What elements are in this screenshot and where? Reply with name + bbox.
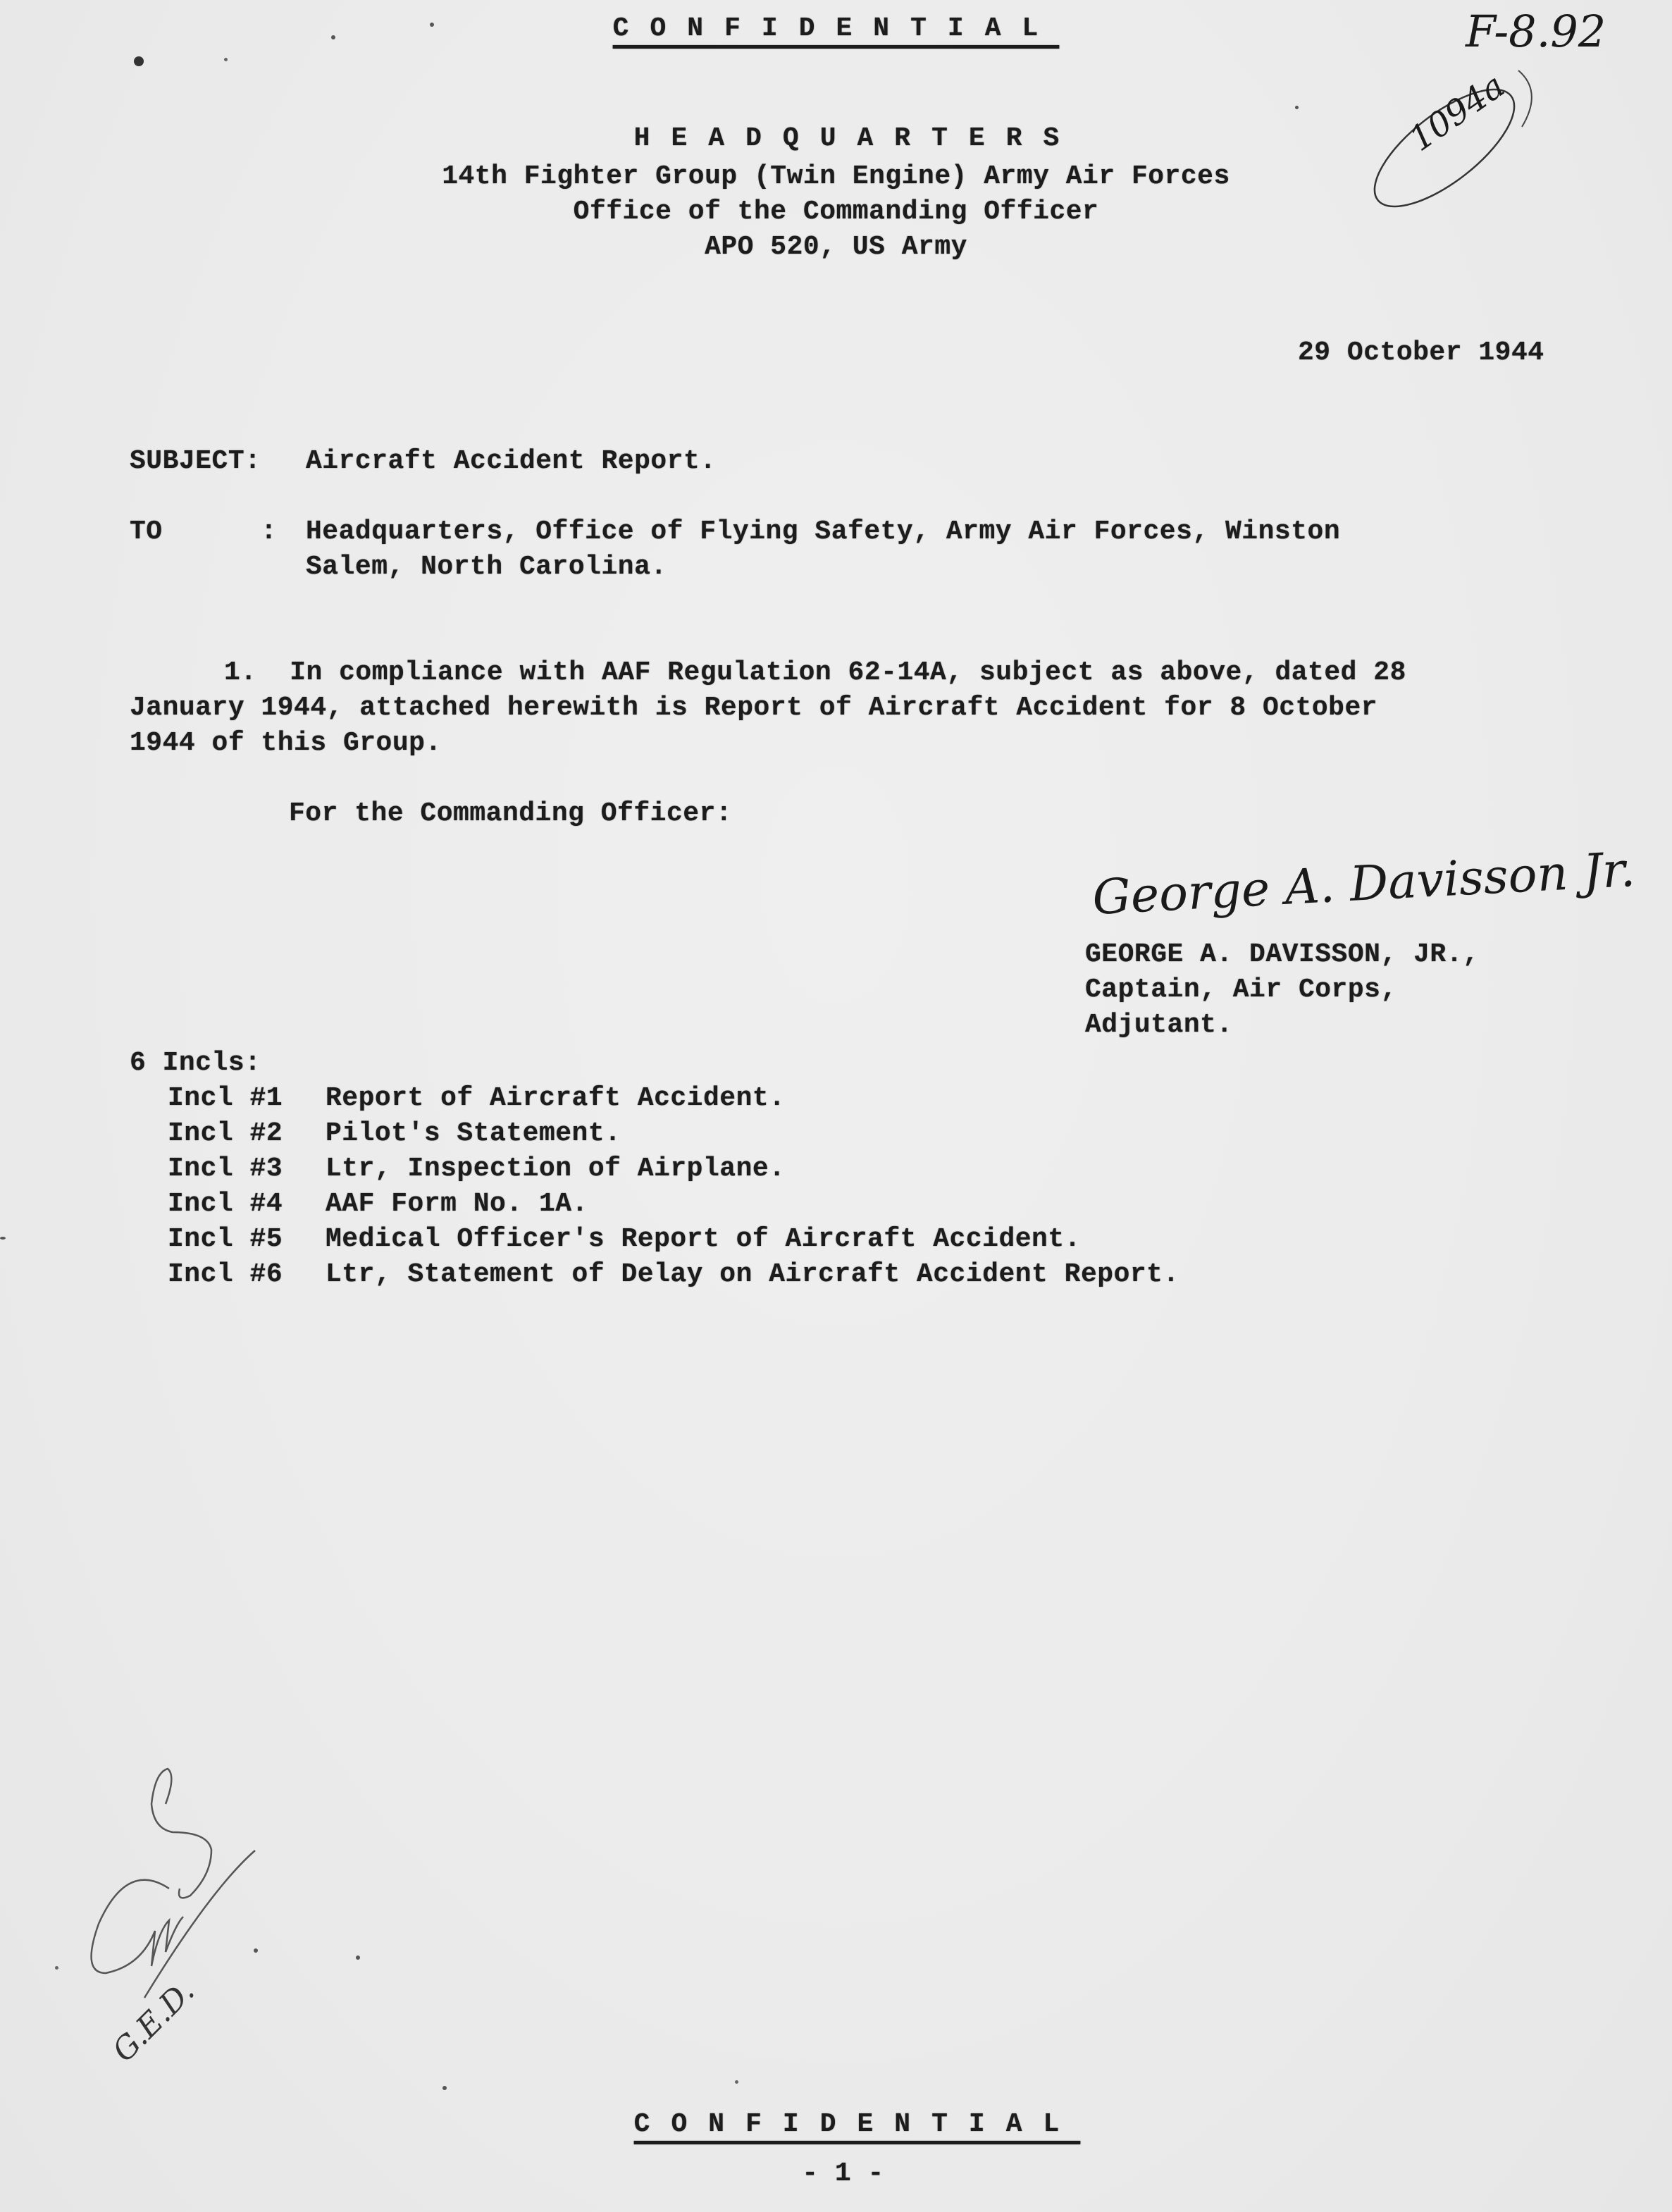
to-address-line2: Salem, North Carolina. xyxy=(306,552,667,582)
signatory-name: GEORGE A. DAVISSON, JR., xyxy=(1085,939,1480,970)
letterhead-apo: APO 520, US Army xyxy=(705,232,967,262)
enclosure-label: Incl #2 xyxy=(168,1118,283,1149)
scan-speck xyxy=(55,1966,58,1970)
enclosure-text: Report of Aircraft Accident. xyxy=(326,1083,786,1113)
body-paragraph-line2: January 1944, attached herewith is Report of Aircraft Accident for 8 October xyxy=(130,693,1378,723)
letterhead-unit: 14th Fighter Group (Twin Engine) Army Air Forces xyxy=(442,161,1230,192)
enclosure-text: Ltr, Statement of Delay on Aircraft Accident Report. xyxy=(326,1259,1179,1290)
subject-value: Aircraft Accident Report. xyxy=(306,446,717,476)
to-address-line1: Headquarters, Office of Flying Safety, Army Air Forces, Winston xyxy=(306,517,1341,547)
page-number: - 1 - xyxy=(802,2158,884,2189)
scan-speck xyxy=(331,35,335,39)
body-paragraph-line1: 1. In compliance with AAF Regulation 62-14A, subject as above, dated 28 xyxy=(224,657,1406,688)
handwritten-initials-mark xyxy=(0,0,423,2212)
to-label: TO xyxy=(130,517,163,547)
signatory-rank: Captain, Air Corps, xyxy=(1085,975,1397,1005)
enclosure-label: Incl #4 xyxy=(168,1189,283,1219)
signatory-title: Adjutant. xyxy=(1085,1010,1233,1040)
scan-speck xyxy=(254,1948,258,1953)
enclosure-text: Ltr, Inspection of Airplane. xyxy=(326,1154,786,1184)
document-date: 29 October 1944 xyxy=(1298,338,1544,368)
scan-speck xyxy=(430,23,434,27)
handwritten-note: G.E.D. xyxy=(106,1973,202,2070)
to-colon: : xyxy=(261,517,278,547)
enclosure-text: AAF Form No. 1A. xyxy=(326,1189,588,1219)
scan-speck xyxy=(224,58,228,61)
letterhead-headquarters: HEADQUARTERS xyxy=(633,123,1081,154)
scan-speck xyxy=(0,1237,6,1240)
enclosure-label: Incl #5 xyxy=(168,1224,283,1254)
letterhead-office: Office of the Commanding Officer xyxy=(573,197,1099,227)
enclosure-label: Incl #1 xyxy=(168,1083,283,1113)
circled-number: 1094a xyxy=(1402,66,1512,159)
enclosure-text: Medical Officer's Report of Aircraft Accident. xyxy=(326,1224,1081,1254)
scan-speck xyxy=(356,1955,360,1960)
closing-line: For the Commanding Officer: xyxy=(289,798,733,829)
classification-bottom: CONFIDENTIAL xyxy=(633,2109,1081,2139)
scan-speck xyxy=(735,2080,738,2084)
enclosures-header: 6 Incls: xyxy=(130,1048,261,1078)
scan-speck xyxy=(1295,106,1299,109)
enclosure-text: Pilot's Statement. xyxy=(326,1118,621,1149)
enclosure-label: Incl #6 xyxy=(168,1259,283,1290)
handwritten-signature: George A. Davisson Jr. xyxy=(1091,841,1637,927)
body-paragraph-line3: 1944 of this Group. xyxy=(130,728,442,758)
scan-speck xyxy=(442,2086,447,2090)
scan-speck xyxy=(134,56,144,66)
file-number-annotation: F-8.92 xyxy=(1466,6,1606,57)
subject-label: SUBJECT: xyxy=(130,446,261,476)
classification-top: CONFIDENTIAL xyxy=(612,13,1060,44)
enclosure-label: Incl #3 xyxy=(168,1154,283,1184)
